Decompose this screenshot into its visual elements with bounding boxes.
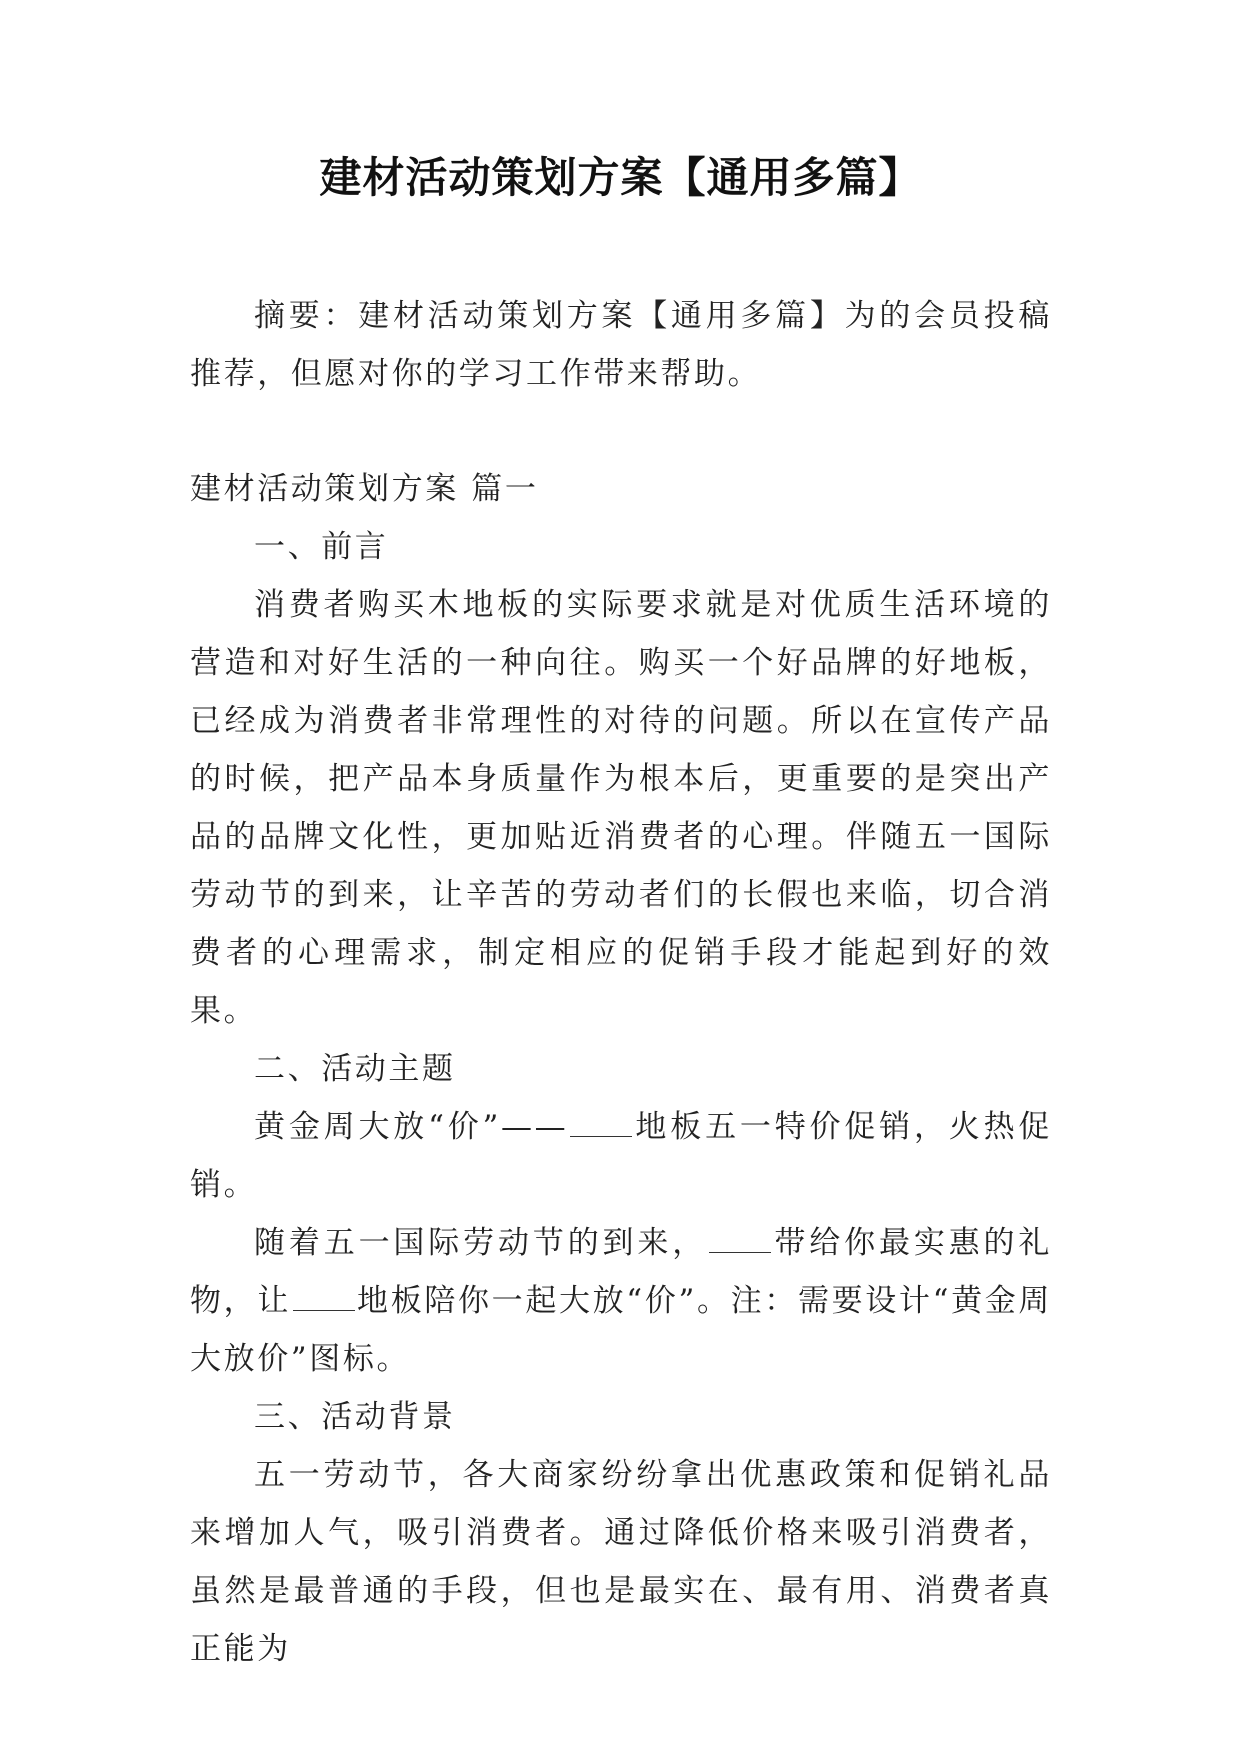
intro-text-part3: 地板陪你一起大放“价”。注：需要设计“黄金周大放价”图标。 xyxy=(190,1283,1052,1377)
fill-in-blank xyxy=(709,1226,771,1253)
section-heading-theme: 二、活动主题 xyxy=(254,1051,456,1087)
theme-text-before-blank: 黄金周大放“价”—— xyxy=(254,1109,569,1145)
preface-paragraph: 消费者购买木地板的实际要求就是对优质生活环境的营造和对好生活的一种向往。购买一个好品牌的好地板，已经成为消费者非常理性的对待的问题。所以在宣传产品的时候，把产品本身质量作为根本后，更重要的是突出产品的品牌文化性，更加贴近消费者的心理。伴随五一国际劳动节的到来，让辛苦的劳动者们的长假也来临，切合消费者的心理需求，制定相应的促销手段才能起到好的效果。 xyxy=(190,587,1052,1029)
background-paragraph: 五一劳动节，各大商家纷纷拿出优惠政策和促销礼品来增加人气，吸引消费者。通过降低价格来吸引消费者，虽然是最普通的手段，但也是最实在、最有用、消费者真正能为 xyxy=(190,1457,1052,1667)
abstract-text: 摘要：建材活动策划方案【通用多篇】为的会员投稿推荐，但愿对你的学习工作带来帮助。 xyxy=(190,298,1052,392)
document-title: 建材活动策划方案【通用多篇】 xyxy=(319,153,922,202)
article-heading: 建材活动策划方案 篇一 xyxy=(190,471,539,507)
theme-intro-paragraph xyxy=(190,1214,1052,1388)
section-heading-preface: 一、前言 xyxy=(254,529,389,565)
fill-in-blank xyxy=(570,1110,632,1137)
intro-text-part1: 随着五一国际劳动节的到来， xyxy=(254,1225,708,1261)
theme-paragraph xyxy=(190,1098,1052,1214)
section-heading-background: 三、活动背景 xyxy=(254,1399,456,1435)
fill-in-blank xyxy=(293,1284,355,1311)
abstract-paragraph xyxy=(190,287,1052,403)
intro-text-part2: 带给你最实惠的礼物，让 xyxy=(190,1225,1052,1319)
article-body xyxy=(190,460,1052,1678)
theme-text-after-blank: 地板五一特价促销，火热促销。 xyxy=(190,1109,1053,1203)
